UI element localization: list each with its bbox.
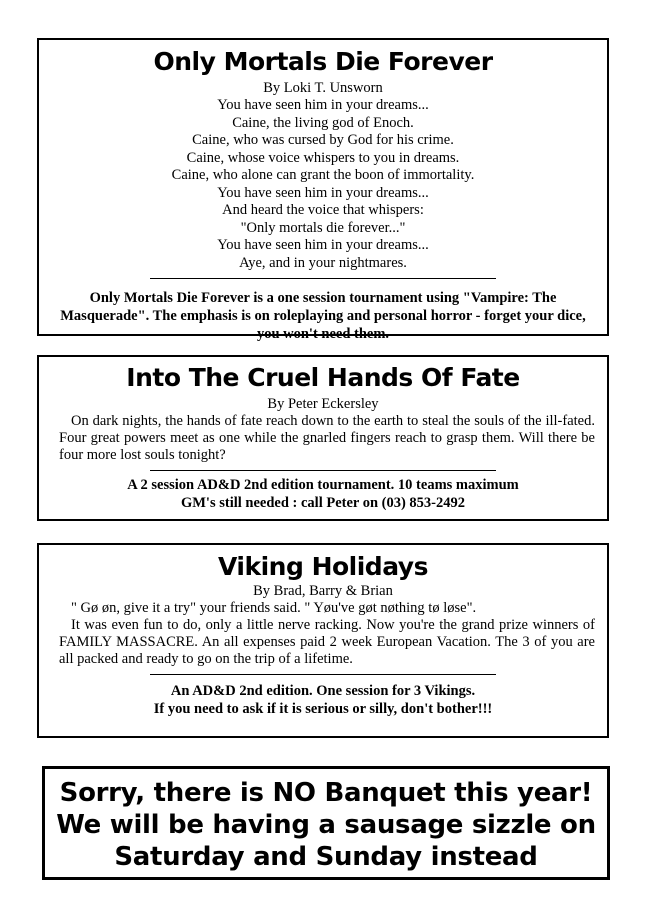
announcement-box — [42, 766, 610, 880]
poem-line: You have seen him in your dreams... — [217, 237, 429, 253]
event-note: An AD&D 2nd edition. One session for 3 Vikings. — [170, 683, 476, 699]
event-box-only-mortals — [37, 38, 609, 342]
poem-line: "Only mortals die forever..." — [240, 219, 406, 236]
poem-line: Caine, who alone can grant the boon of immortality. — [171, 167, 475, 183]
event-box-viking-holidays — [37, 543, 609, 738]
announcement-line: We will be having a sausage sizzle on — [56, 810, 596, 840]
event-description: On dark nights, the hands of fate reach down to the earth to steal the souls of the ill-fated. Four great powers meet as one while the gnarled fingers reach to grasp them. Will there be four more lost souls tonight? — [59, 413, 595, 463]
event-note: A 2 session AD&D 2nd edition tournament. 10 teams maximum — [127, 477, 519, 493]
event-title: Into The Cruel Hands Of Fate — [126, 363, 520, 392]
event-warning: If you need to ask if it is serious or silly, don't bother!!! — [153, 701, 493, 717]
event-summary: Only Mortals Die Forever is a one session tournament using "Vampire: The Masquerade". The emphasis is on roleplaying and personal horror - forget your dice, you won't need them. — [60, 290, 586, 342]
event-box-cruel-hands — [37, 355, 609, 521]
announcement-line: Sorry, there is NO Banquet this year! — [59, 778, 593, 808]
event-byline: By Loki T. Unsworn — [263, 80, 383, 96]
announcement-line: Saturday and Sunday instead — [114, 842, 538, 872]
event-byline: By Peter Eckersley — [267, 396, 379, 412]
divider — [150, 674, 496, 675]
poem-line: Caine, who was cursed by God for his crime. — [192, 132, 454, 148]
event-contact: GM's still needed : call Peter on (03) 853-2492 — [180, 495, 466, 511]
poem-line: Aye, and in your nightmares. — [239, 254, 407, 271]
poem-line: Caine, whose voice whispers to you in dreams. — [186, 149, 460, 166]
divider — [150, 470, 496, 471]
event-poem — [39, 97, 607, 272]
divider — [150, 278, 496, 279]
poem-line: And heard the voice that whispers: — [222, 202, 424, 218]
poem-line: You have seen him in your dreams... — [217, 97, 429, 113]
event-title: Viking Holidays — [218, 552, 428, 581]
poem-line: Caine, the living god of Enoch. — [232, 114, 414, 131]
poem-line: You have seen him in your dreams... — [217, 184, 429, 201]
event-title: Only Mortals Die Forever — [153, 47, 493, 76]
event-description: It was even fun to do, only a little nerve racking. Now you're the grand prize winners of FAMILY MASSACRE. An all expenses paid 2 week European Vacation. The 3 of you are all packed and ready to go on the trip of a lifetime. — [59, 617, 595, 667]
event-quote: " Gø øn, give it a try" your friends said. " Yøu've gøt nøthing tø løse". — [71, 600, 477, 616]
event-byline: By Brad, Barry & Brian — [253, 583, 393, 599]
